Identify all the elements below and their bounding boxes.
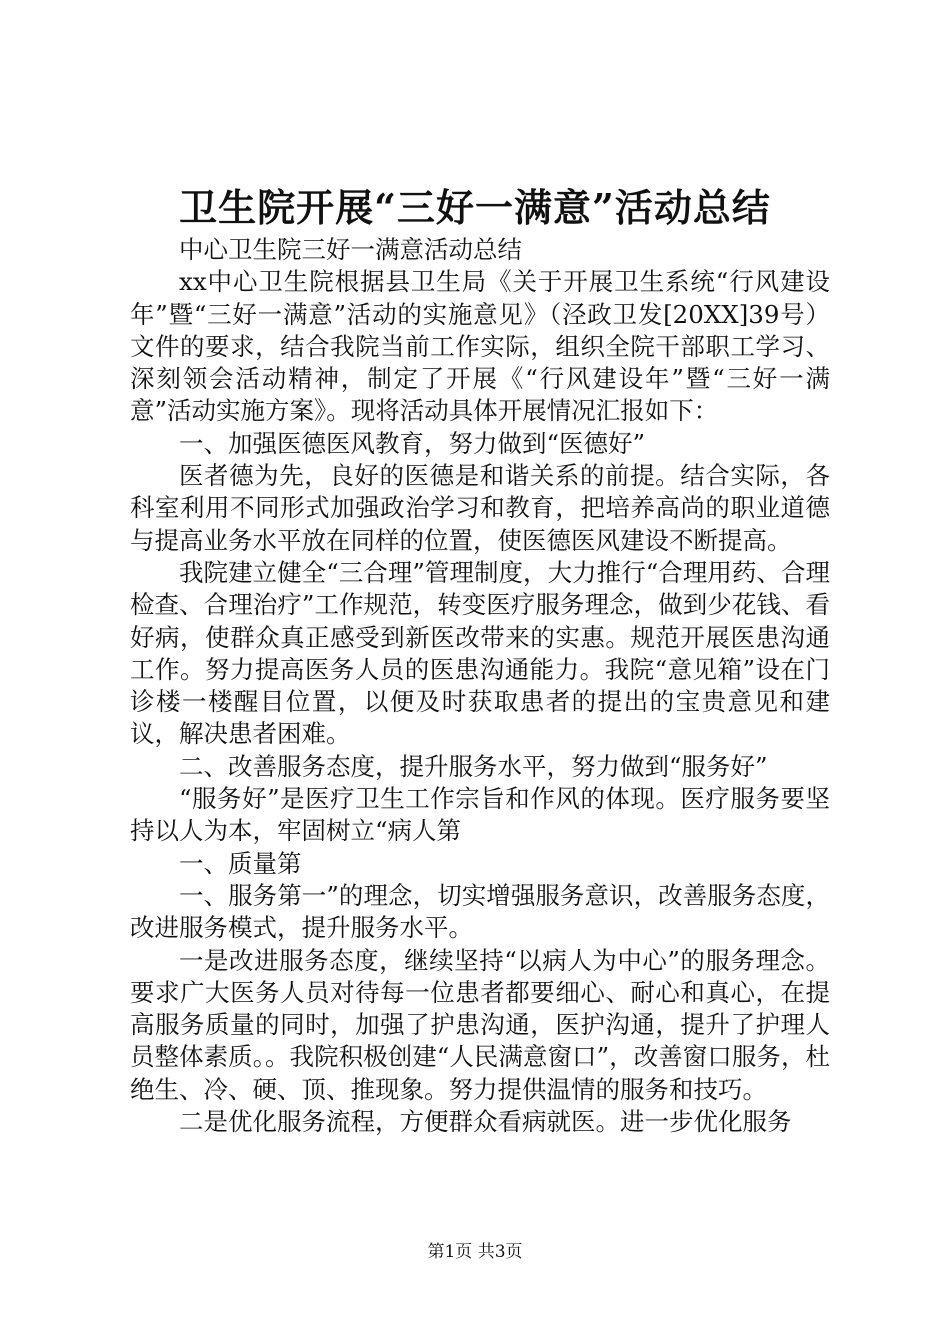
paragraph: 我院建立健全“三合理”管理制度，大力推行“合理用药、合理检查、合理治疗”工作规范，转变医疗服务理念，做到少花钱、看好病，使群众真正感受到新医改带来的实惠。规范开展医患沟通工作。努力提高医务人员的医患沟通能力。我院“意见箱”设在门诊楼一楼醒目位置，以便及时获取患者的提出的宝贵意见和建议，解决患者困难。: [130, 557, 830, 749]
paragraph: 医者德为先，良好的医德是和谐关系的前提。结合实际，各科室利用不同形式加强政治学习和教育，把培养高尚的职业道德与提高业务水平放在同样的位置，使医德医风建设不断提高。: [130, 461, 830, 555]
section-heading-1: 一、加强医德医风教育，努力做到“医德好”: [179, 428, 646, 458]
paragraph: 一、质量第: [179, 848, 302, 878]
document-body: [130, 234, 830, 1138]
page-footer: 第1页 共3页: [427, 1242, 523, 1262]
paragraph: 一、服务第一”的理念，切实增强服务意识，改善服务态度，改进服务模式，提升服务水平。: [130, 880, 830, 943]
document-title: 卫生院开展“三好一满意”活动总结: [179, 185, 771, 230]
paragraph: 二是优化服务流程，方便群众看病就医。进一步优化服务: [179, 1107, 792, 1137]
paragraph: “服务好”是医疗卫生工作宗旨和作风的体现。医疗服务要坚持以人为本，牢固树立“病人第: [130, 784, 830, 846]
paragraph-subtitle: 中心卫生院三好一满意活动总结: [179, 235, 522, 264]
paragraph: 一是改进服务态度，继续坚持“以病人为中心”的服务理念。要求广大医务人员对待每一位患者都要细心、耐心和真心，在提高服务质量的同时，加强了护患沟通，医护沟通，提升了护理人员整体素质。。我院积极创建“人民满意窗口”，改善窗口服务，杜绝生、冷、硬、顶、推现象。努力提供温情的服务和技巧。: [130, 945, 830, 1104]
paragraph-intro: xx中心卫生院根据县卫生局《关于开展卫生系统“行风建设年”暨“三好一满意”活动的实施意见》（泾政卫发[20XX]39号）文件的要求，结合我院当前工作实际，组织全院干部职工学习、深刻领会活动精神，制定了开展《“行风建设年”暨“三好一满意”活动实施方案》。现将活动具体开展情况汇报如下：: [130, 267, 830, 426]
section-heading-2: 二、改善服务态度，提升服务水平，努力做到“服务好”: [179, 751, 768, 781]
